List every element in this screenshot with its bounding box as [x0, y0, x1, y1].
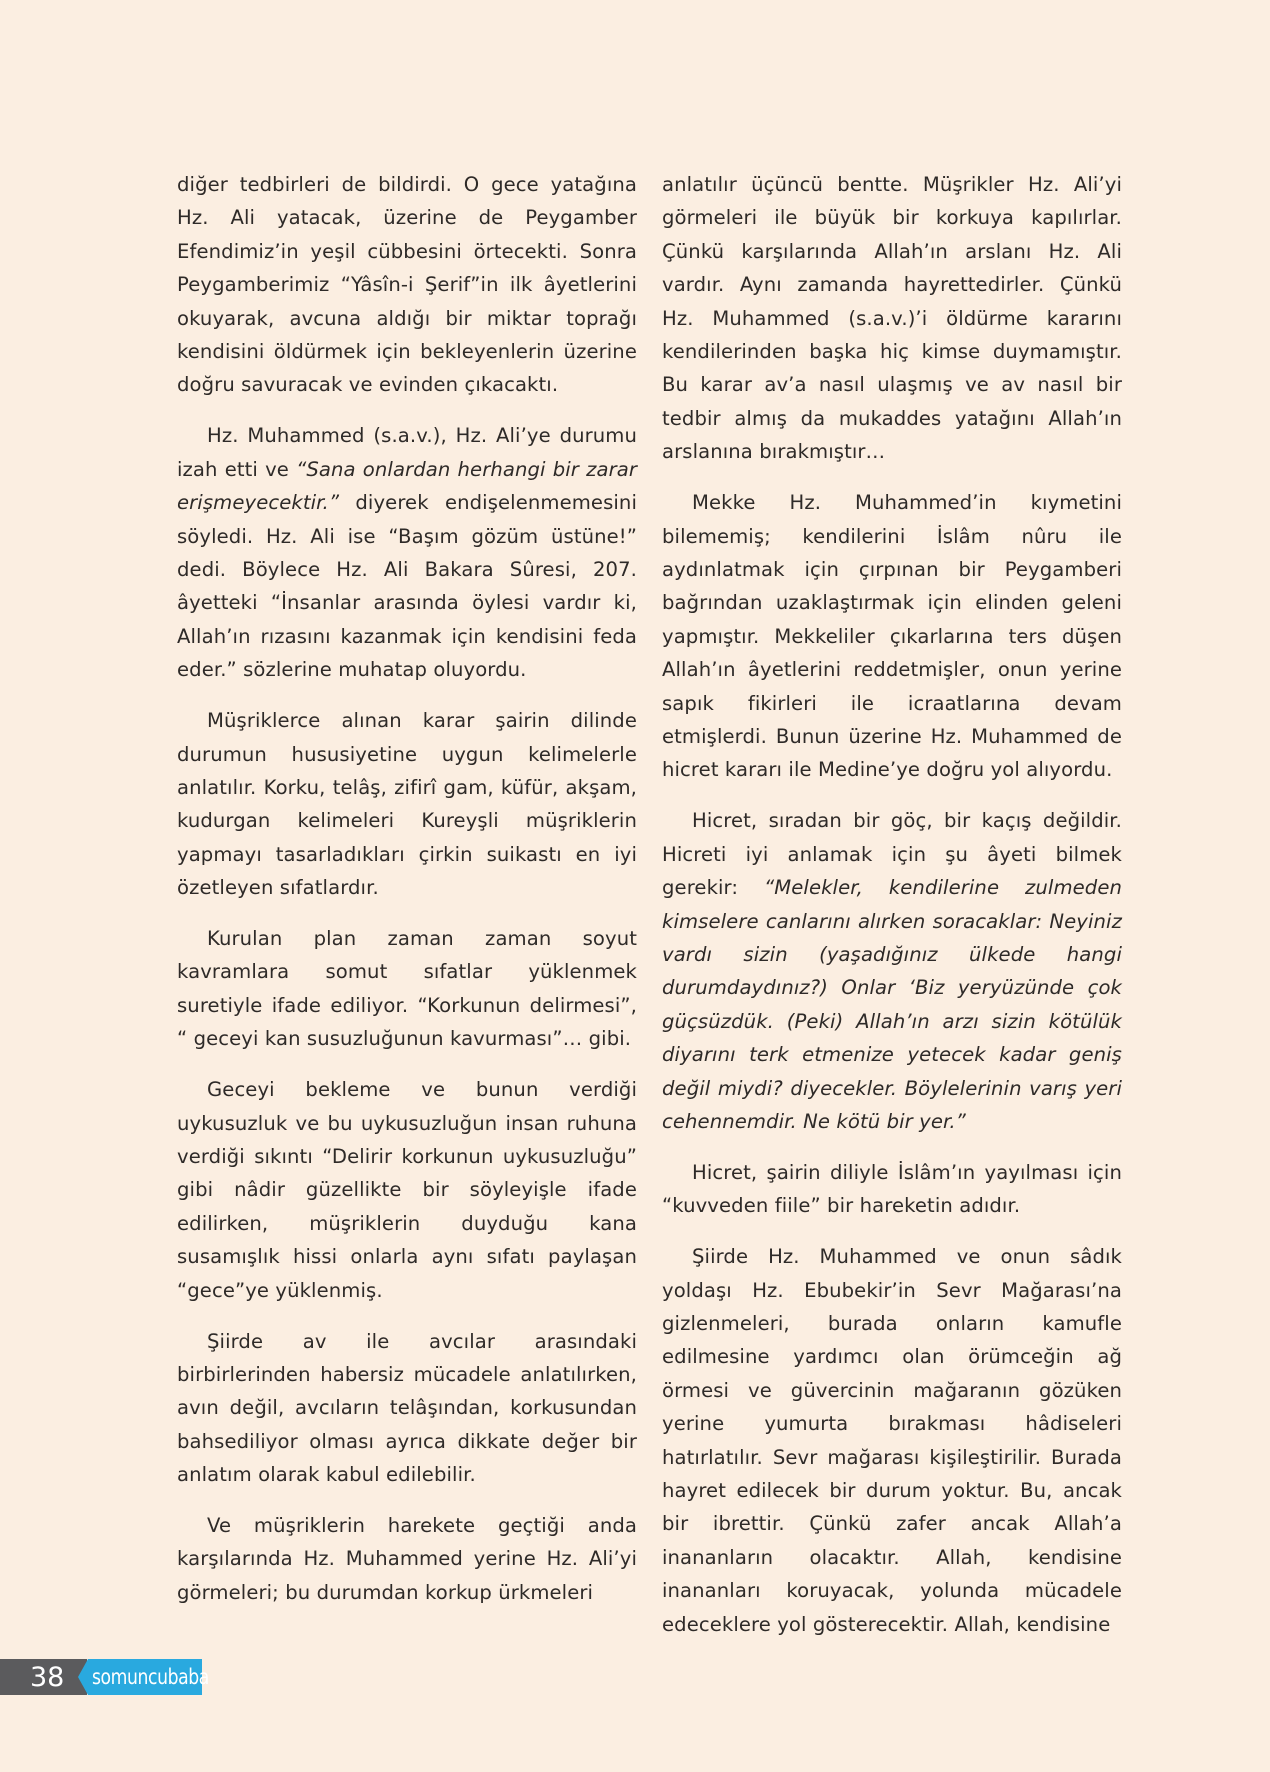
paragraph-text: Şiirde av ile avcılar arasındaki birbirlerinden habersiz mücadele anlatılırken, avın değil, avcıların telâşından, korkusundan bahsediliyor olması ayrıca dikkate değer bir anlatım olarak kabul edilebilir.	[177, 1329, 637, 1487]
paragraph	[662, 486, 1122, 787]
paragraph-text: Hz. Muhammed (s.a.v.), Hz. Ali’ye durumu izah etti ve	[177, 424, 637, 481]
page-number: 38	[30, 1662, 65, 1693]
paragraph	[177, 1509, 637, 1609]
paragraph	[662, 1240, 1122, 1641]
paragraph-text: Geceyi bekleme ve bunun verdiği uykusuzluk ve bu uykusuzluğun insan ruhuna verdiği sıkıntı “Delirir korkunun uykusuzluğu” gibi nâdir güzellikte bir söyleyişle ifade edilirken, müşriklerin duyduğu kana susamışlık hissi onlarla aynı sıfatı paylaşan “gece”ye yüklenmiş.	[177, 1078, 637, 1302]
page-footer	[0, 1659, 210, 1695]
article-column-right	[662, 168, 1122, 1659]
paragraph	[662, 168, 1122, 469]
paragraph	[662, 1156, 1122, 1223]
paragraph	[662, 804, 1122, 1138]
paragraph-text: Kurulan plan zaman zaman soyut kavramlara somut sıfatlar yüklenmek suretiyle ifade ediliyor. “Korkunun delirmesi”, “ geceyi kan susuzluğunun kavurması”… gibi.	[177, 927, 637, 1051]
paragraph-text: Ve müşriklerin harekete geçtiği anda karşılarında Hz. Muhammed yerine Hz. Ali’yi görmeleri; bu durumdan korkup ürkmeleri	[177, 1514, 637, 1604]
article-column-left	[177, 168, 637, 1627]
italic-quote: “Melekler, kendilerine zulmeden kimselere canlarını alırken soracaklar: Neyiniz vardı sizin (yaşadığınız ülkede hangi durumdaydınız?) Onlar ‘Biz yeryüzünde çok güçsüzdük. (Peki) Allah’ın arzı sizin kötülük diyarını terk etmenize yetecek kadar geniş değil miydi? diyecekler. Böylelerinin varış yeri cehennemdir. Ne kötü bir yer.”	[662, 876, 1122, 1133]
paragraph-text: diğer tedbirleri de bildirdi. O gece yatağına Hz. Ali yatacak, üzerine de Peygamber Efendimiz’in yeşil cübbesini örtecekti. Sonra Peygamberimiz “Yâsîn-i Şerif”in ilk âyetlerini okuyarak, avcuna aldığı bir miktar toprağı kendisini öldürmek için bekleyenlerin üzerine doğru savuracak ve evinden çıkacaktı.	[177, 173, 637, 397]
paragraph	[177, 1325, 637, 1492]
paragraph-text: anlatılır üçüncü bentte. Müşrikler Hz. Ali’yi görmeleri ile büyük bir korkuya kapılırlar. Çünkü karşılarında Allah’ın arslanı Hz. Ali vardır. Aynı zamanda hayrettedirler. Çünkü Hz. Muhammed (s.a.v.)’i öldürme kararını kendilerinden başka hiç kimse duymamıştır. Bu karar av’a nasıl ulaşmış ve av nasıl bir tedbir almış da mukaddes yatağını Allah’ın arslanına bırakmıştır…	[662, 173, 1122, 464]
page-number-box	[0, 1659, 87, 1695]
paragraph	[177, 1073, 637, 1307]
paragraph	[177, 419, 637, 686]
paragraph-text: Şiirde Hz. Muhammed ve onun sâdık yoldaşı Hz. Ebubekir’in Sevr Mağarası’na gizlenmeleri, burada onların kamufle edilmesine yardımcı olan örümceğin ağ örmesi ve güvercinin mağaranın gözüken yerine yumurta bırakması hâdiseleri hatırlatılır. Sevr mağarası kişileştirilir. Burada hayret edilecek bir durum yoktur. Bu, ancak bir ibrettir. Çünkü zafer ancak Allah’a inananların olacaktır. Allah, kendisine inananları koruyacak, yolunda mücadele edeceklere yol gösterecektir. Allah, kendisine	[662, 1245, 1122, 1636]
paragraph-text: diyerek endişelenmemesini söyledi. Hz. Ali ise “Başım gözüm üstüne!” dedi. Böylece Hz. Ali Bakara Sûresi, 207. âyetteki “İnsanlar arasında öylesi vardır ki, Allah’ın rızasını kazanmak için kendisini feda eder.” sözlerine muhatap oluyordu.	[177, 491, 637, 682]
paragraph	[177, 922, 637, 1056]
paragraph	[177, 704, 637, 904]
brand-logo-text: somuncubaba	[92, 1665, 209, 1689]
italic-quote: “Sana onlardan herhangi bir zarar erişmeyecektir.”	[177, 457, 638, 515]
paragraph	[177, 168, 637, 402]
paragraph-text: Mekke Hz. Muhammed’in kıymetini bilememiş; kendilerini İslâm nûru ile aydınlatmak için çırpınan bir Peygamberi bağrından uzaklaştırmak için elinden geleni yapmıştır. Mekkeliler çıkarlarına ters düşen Allah’ın âyetlerini reddetmişler, onun yerine sapık fikirleri ile icraatlarına devam etmişlerdi. Bunun üzerine Hz. Muhammed de hicret kararı ile Medine’ye doğru yol alıyordu.	[662, 491, 1122, 782]
paragraph-text: Hicret, şairin diliyle İslâm’ın yayılması için “kuvveden fiile” bir hareketin adıdır.	[662, 1160, 1122, 1218]
paragraph-text: Hicret, sıradan bir göç, bir kaçış değildir. Hicreti iyi anlamak için şu âyeti bilmek gerekir:	[662, 809, 1122, 900]
paragraph-text: Müşriklerce alınan karar şairin dilinde durumun hususiyetine uygun kelimelerle anlatılır. Korku, telâş, zifirî gam, küfür, akşam, kudurgan kelimeleri Kureyşli müşriklerin yapmayı tasarladıkları çirkin suikastı en iyi özetleyen sıfatlardır.	[177, 709, 637, 900]
